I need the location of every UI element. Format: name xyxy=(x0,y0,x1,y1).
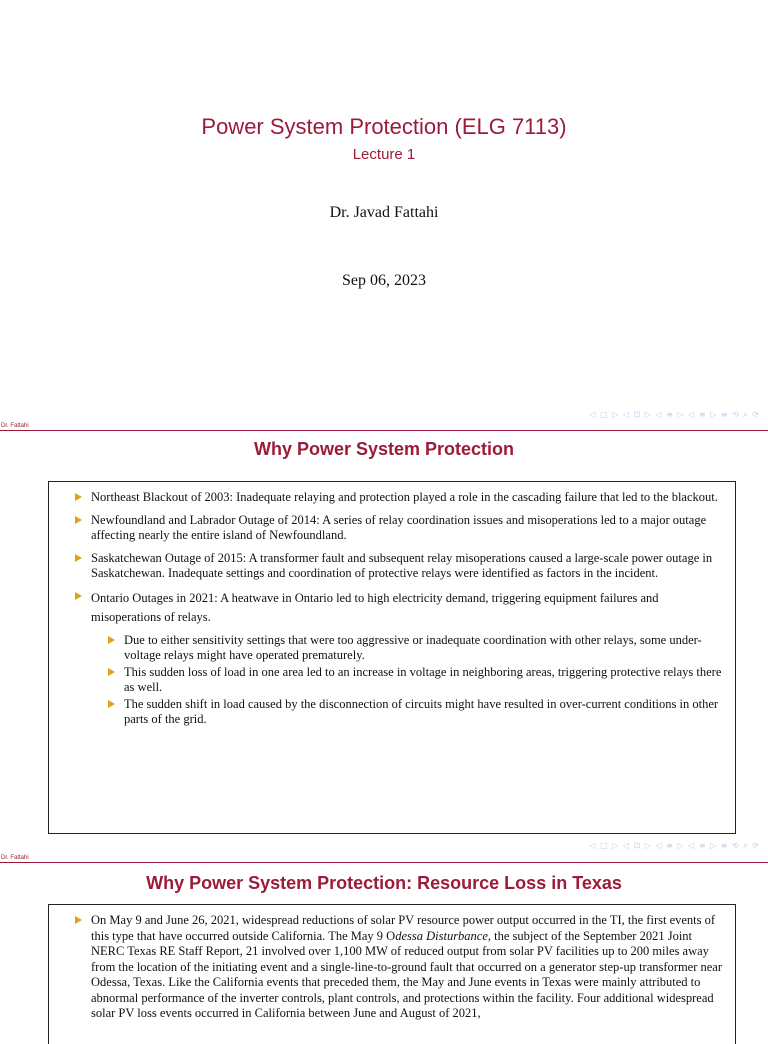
bullet-triangle-icon xyxy=(108,668,115,676)
content-box xyxy=(48,481,736,834)
beamer-navigation-icons[interactable]: ◁ □ ▷ ◁ ⊡ ▷ ◁ ≡ ▷ ◁ ≡ ▷ ≡ ⟲ ⌕ ⟳ xyxy=(589,410,760,419)
header-author: Dr. Fattahi xyxy=(1,855,29,861)
sub-list-item: This sudden loss of load in one area led to an increase in voltage in neighboring areas, triggering protective relays there as well. xyxy=(91,665,727,696)
list-item: Newfoundland and Labrador Outage of 2014: A series of relay coordination issues and misoperations led to a major outage affecting nearly the entire island of Newfoundland. xyxy=(49,513,727,544)
title-slide xyxy=(0,0,768,420)
bullet-triangle-icon xyxy=(75,916,82,924)
header-rule xyxy=(0,430,768,431)
sub-list-item: The sudden shift in load caused by the disconnection of circuits might have resulted in over-current conditions in other parts of the grid. xyxy=(91,697,727,728)
lecture-date: Sep 06, 2023 xyxy=(342,272,426,289)
frame-title: Why Power System Protection xyxy=(253,439,515,459)
presentation-title: Power System Protection (ELG 7113) xyxy=(201,114,567,139)
sub-list-item: Due to either sensitivity settings that were too aggressive or inadequate coordination with other relays, some under-voltage relays might have operated prematurely. xyxy=(91,633,727,664)
bullet-triangle-icon xyxy=(75,516,82,524)
list-item: On May 9 and June 26, 2021, widespread reductions of solar PV resource power output occurred in the TI, the first events of this type that have occurred outside California. The May 9 Odessa Disturbance, the subject of the September 2021 Joint NERC Texas RE Staff Report, 21 involved over 1,100 MW of reduced output from solar PV facilities up to 200 miles away from the location of the initiating event and a single-line-to-ground fault that occurred on a generator step-up transformer near Odessa, Texas. Like the California events that preceded them, the May and June events in Texas were mainly attributed to abnormal performance of the inverter controls, plant controls, and protections within the facility. Four additional widespread solar PV loss events occurred in California between June and August of 2021, xyxy=(49,913,727,1022)
list-item: Ontario Outages in 2021: A heatwave in Ontario led to high electricity demand, triggering equipment failures and misoperations of relays. Due to either sensitivity settings that were too aggressive or inadequate coordination with other relays, some under-voltage relays might have operated prematurely. This sudden loss of load in one area led to an increase in voltage in neighboring areas, triggering protective relays there as well. The sudden shift in load caused by the disconnection of circuits might have resulted in over-current conditions in other parts of the grid. xyxy=(49,589,727,728)
bullet-triangle-icon xyxy=(108,636,115,644)
lecture-subtitle: Lecture 1 xyxy=(352,146,416,163)
content-box xyxy=(48,904,736,1044)
header-rule xyxy=(0,862,768,863)
author-name: Dr. Javad Fattahi xyxy=(329,204,439,221)
list-item: Northeast Blackout of 2003: Inadequate relaying and protection played a role in the cascading failure that led to the blackout. xyxy=(49,490,727,506)
beamer-navigation-icons[interactable]: ◁ □ ▷ ◁ ⊡ ▷ ◁ ≡ ▷ ◁ ≡ ▷ ≡ ⟲ ⌕ ⟳ xyxy=(589,841,760,850)
header-author: Dr. Fattahi xyxy=(1,423,29,429)
list-item: Saskatchewan Outage of 2015: A transformer fault and subsequent relay misoperations caused a large-scale power outage in Saskatchewan. Inadequate settings and coordination of protective relays were identified as factors in the incident. xyxy=(49,551,727,582)
bullet-triangle-icon xyxy=(75,554,82,562)
frame-title: Why Power System Protection: Resource Loss in Texas xyxy=(146,873,622,893)
bullet-triangle-icon xyxy=(108,700,115,708)
bullet-triangle-icon xyxy=(75,592,82,600)
bullet-triangle-icon xyxy=(75,493,82,501)
